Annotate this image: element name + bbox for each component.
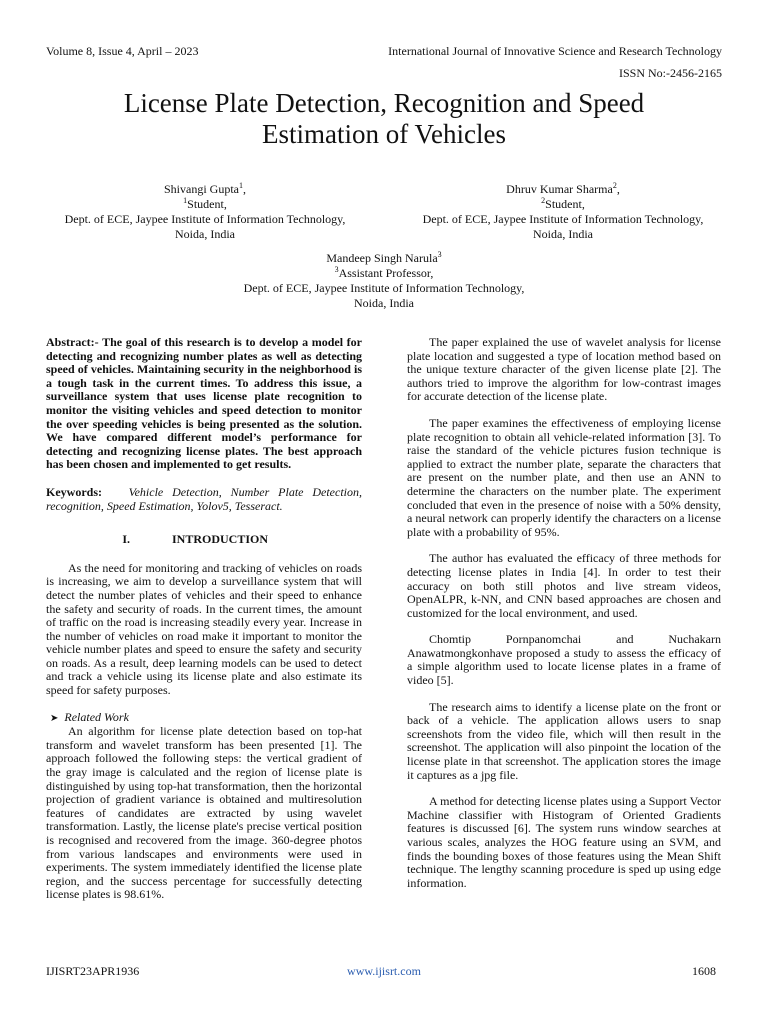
author-affiliation: Dept. of ECE, Jaypee Institute of Information Technology, bbox=[64, 212, 346, 226]
journal-name: International Journal of Innovative Science and Research Technology bbox=[388, 44, 722, 58]
author-name: Shivangi Gupta$^1$, bbox=[164, 181, 246, 196]
left-column bbox=[46, 336, 362, 902]
abstract: Abstract:- The goal of this research is to develop a model for detecting and recognizing number plates as well as detecting speed of vehicles. Maintaining security in the neighborhood is a tough task in the current times. To address this issue, a surveillance system that uses license plate recognition to monitor the visiting vehicles and speed detection to monitor the over speeding vehicles is being presented as the solution. We have compared different model’s performance for detecting and recognizing license plates. The best approach has been chosen and implemented to get results. bbox=[46, 335, 362, 472]
section-number: I. bbox=[122, 532, 130, 547]
paragraph: A method for detecting license plates using a Support Vector Machine classifier with Histogram of Oriented Gradients features is discussed [6]. The system runs window searches at various scales, analyzes the HOG feature using an SVM, and finds the bounding boxes of those features using the Mean Shift technique. The lengthy scanning procedure is sped up using edge information. bbox=[407, 794, 721, 890]
related-work-heading: ➤ Related Work bbox=[50, 709, 129, 724]
keywords-text: Vehicle Detection, Number Plate Detection, recognition, Speed Estimation, Yolov5, Tesseract. bbox=[46, 484, 363, 513]
paragraph: The paper explained the use of wavelet analysis for license plate location and suggested a type of location method based on the unique texture character of the given license plate [2]. The authors tried to improve the algorithm for low-contrast images for accurate detection of the license plate. bbox=[407, 335, 721, 404]
author-location: Noida, India bbox=[533, 227, 593, 241]
issn: ISSN No:-2456-2165 bbox=[618, 66, 722, 80]
keywords-label: Keywords bbox=[46, 484, 98, 499]
author-name: Mandeep Singh Narula$^3$ bbox=[326, 250, 442, 265]
author-name: Dhruv Kumar Sharma$^2$, bbox=[506, 181, 620, 196]
title-line-1: License Plate Detection, Recognition and Speed bbox=[123, 88, 645, 118]
author-affiliation: Dept. of ECE, Jaypee Institute of Information Technology, bbox=[422, 212, 704, 226]
page-number: 1608 bbox=[692, 964, 716, 978]
footer-website[interactable]: www.ijisrt.com bbox=[347, 964, 421, 978]
section-heading bbox=[46, 533, 362, 547]
author-role: $^2$Student, bbox=[541, 196, 585, 211]
author-block-2 bbox=[398, 182, 728, 242]
author-block-3 bbox=[200, 251, 568, 311]
author-location: Noida, India bbox=[354, 296, 414, 310]
author-affiliation: Dept. of ECE, Jaypee Institute of Information Technology, bbox=[243, 281, 525, 295]
section-title: INTRODUCTION bbox=[172, 532, 269, 547]
title-line-2: Estimation of Vehicles bbox=[262, 119, 506, 149]
author-role: $^1$Student, bbox=[183, 196, 227, 211]
author-role: $^3$Assistant Professor, bbox=[334, 265, 434, 280]
paragraph: The paper examines the effectiveness of employing license plate recognition to obtain all vehicle-related information [3]. To raise the standard of the vehicle pictures fusion technique is applied to extract the number plate, separate the characters that are present on the number plate, and then use an ANN to determine the characters on the number plate. The experiment concluded that even in the presence of noise with a 50% density, a neural network can properly identify the characters on a license plate with a probability of 95%. bbox=[407, 415, 721, 539]
related-work-paragraph: An algorithm for license plate detection based on top-hat transform and wavelet transform has been presented [1]. The approach followed the following steps: the vertical gradient of the gray image is calculated and the region of license plate is distinguished by using top-hat transformation, then the horizontal projection of gradient variance is obtained and multiresolution features of candidates are extracted by using wavelet transformation. Lastly, the license plate's precise vertical position is recognised and recovered from the image. 360-degree photos from various landscapes and environments were used in experiments. The system immediately identified the license plate region, and the success percentage for successfully detecting license plates is 98.61%. bbox=[46, 724, 362, 902]
intro-paragraph: As the need for monitoring and tracking of vehicles on roads is increasing, we aim to develop a surveillance system that will detect the number plates of vehicles and their speed to enhance the safety and security of roads. In the current times, the amount of traffic on the road is increasing steadily every year. Increase in the number of vehicles on road make it important to monitor the vehicle number plates and speed to ensure the safety and security on roads. As a result, deep learning models can be used to detect and track a vehicle using its license plate and also estimate its speed for safety purposes. bbox=[46, 560, 362, 698]
keywords: Keywords: Vehicle Detection, Number Plate Detection, recognition, Speed Estimation, Yolov5, Tesseract. bbox=[46, 484, 363, 513]
paragraph: The author has evaluated the efficacy of three methods for detecting license plates in India [4]. In order to test their accuracy on both still photos and live stream videos, OpenALPR, k-NN, and CNN based approaches are chosen and customized for the local environment, and used. bbox=[407, 551, 721, 620]
arrow-bullet-icon: ➤ bbox=[50, 712, 59, 724]
author-location: Noida, India bbox=[175, 227, 235, 241]
right-column bbox=[407, 336, 721, 890]
footer-paper-id: IJISRT23APR1936 bbox=[46, 964, 140, 978]
author-block-1 bbox=[40, 182, 370, 242]
paper-title bbox=[40, 88, 728, 150]
volume-info: Volume 8, Issue 4, April – 2023 bbox=[46, 44, 199, 58]
paragraph: Chomtip Pornpanomchai and Nuchakarn Anawatmongkonhave proposed a study to assess the efficacy of a simple algorithm used to locate license plates in a frame of video [5]. bbox=[407, 632, 721, 688]
paragraph: The research aims to identify a license plate on the front or back of a vehicle. The application allows users to snap screenshots from the video file, which will then result in the screenshot. The application will also pinpoint the location of the license plate in that screenshot. The application stores the image it captures as a jpg file. bbox=[407, 699, 721, 782]
